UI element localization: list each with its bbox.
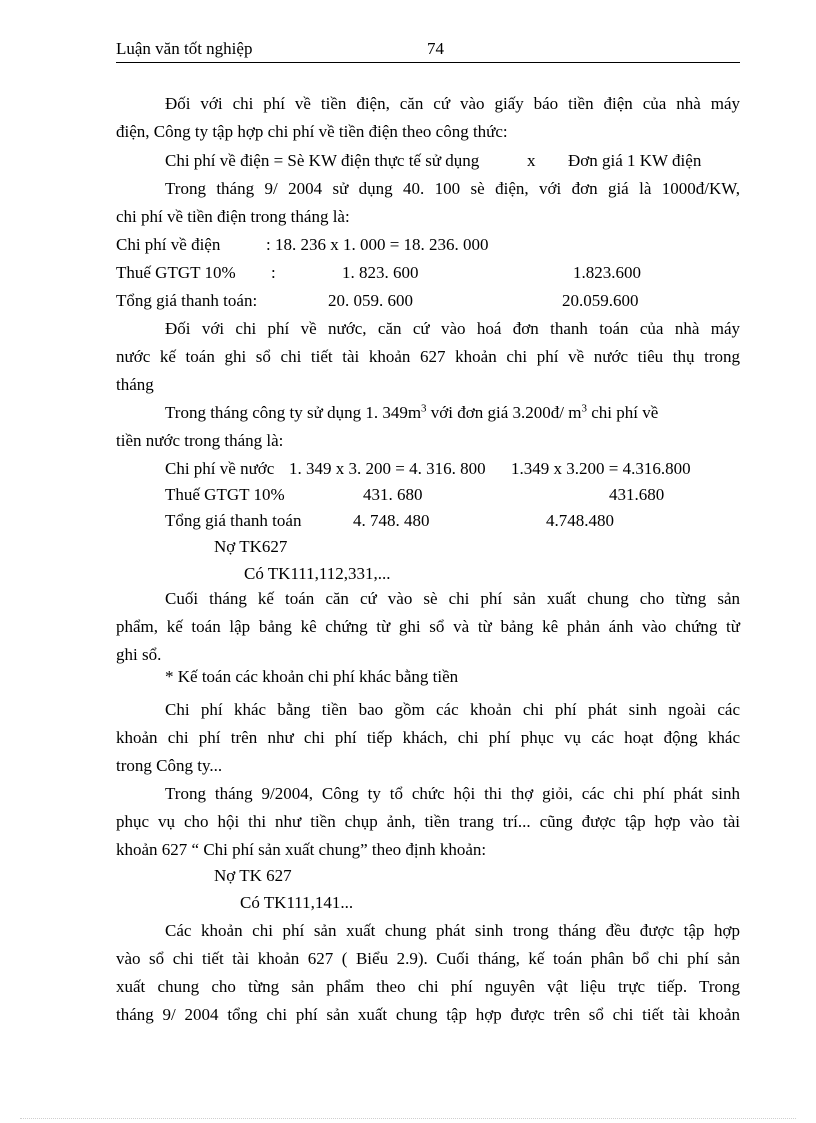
- water-vat-value-alt: 431.680: [609, 485, 665, 504]
- formula-unit-price: Đơn giá 1 KW điện: [568, 151, 702, 170]
- paragraph-line: phục vụ cho hội thi như tiền chụp ảnh, tiền trang trí... cũng được tập hợp vào tài: [116, 812, 740, 831]
- paragraph-line: Chi phí khác bằng tiền bao gồm các khoản chi phí phát sinh ngoài các: [165, 700, 740, 719]
- formula-line: [165, 150, 479, 172]
- electric-total-value: 20. 059. 600: [328, 291, 413, 310]
- paragraph-line: ghi sổ.: [116, 645, 162, 664]
- paragraph-line: tháng 9/ 2004 tổng chi phí sản xuất chung tập hợp được trên sổ chi tiết tài khoản: [116, 1005, 740, 1024]
- water-cost-calc-alt: 1.349 x 3.200 = 4.316.800: [511, 459, 691, 478]
- paragraph-line: Đối với chi phí về tiền điện, căn cứ vào giấy báo tiền điện của nhà máy: [165, 94, 740, 113]
- water-usage-text: Trong tháng công ty sử dụng 1. 349m: [165, 403, 422, 422]
- electric-cost-calc: : 18. 236 x 1. 000 = 18. 236. 000: [266, 235, 489, 254]
- electric-vat-value-alt: 1.823.600: [573, 263, 641, 282]
- page-header: [116, 38, 740, 63]
- paragraph-line: khoản 627 “ Chi phí sản xuất chung” theo định khoản:: [116, 840, 487, 859]
- superscript: 3: [581, 402, 587, 415]
- electric-vat-colon: :: [271, 263, 276, 282]
- electric-cost-label: Chi phí về điện: [116, 235, 221, 254]
- paragraph-line: Các khoản chi phí sản xuất chung phát sinh trong tháng đều được tập hợp: [165, 921, 740, 940]
- paragraph-line: tháng: [116, 375, 154, 394]
- electric-vat-value: 1. 823. 600: [342, 263, 419, 282]
- paragraph-line: [165, 402, 658, 424]
- water-vat-value: 431. 680: [363, 485, 423, 504]
- journal-credit: Có TK111,141...: [240, 893, 354, 912]
- journal-debit: Nợ TK 627: [214, 866, 292, 885]
- electric-total-label: Tổng giá thanh toán:: [116, 291, 258, 310]
- formula-text: Chi phí về điện = Sè KW điện thực tế sử dụng: [165, 151, 480, 170]
- paragraph-line: Đối với chi phí về nước, căn cứ vào hoá đơn thanh toán của nhà máy: [165, 319, 740, 338]
- electric-vat-label: Thuế GTGT 10%: [116, 263, 236, 282]
- paragraph-line: phẩm, kế toán lập bảng kê chứng từ ghi sổ và từ bảng kê phản ánh vào chứng từ: [116, 617, 740, 636]
- water-total-value-alt: 4.748.480: [546, 511, 614, 530]
- water-price-text: với đơn giá 3.200đ/ m: [426, 403, 582, 422]
- document-title: Luận văn tốt nghiệp: [116, 39, 253, 58]
- paragraph-line: trong Công ty...: [116, 756, 223, 775]
- paragraph-line: nước kế toán ghi sổ chi tiết tài khoản 627 khoản chi phí về nước tiêu thụ trong: [116, 347, 740, 366]
- water-cost-calc: 1. 349 x 3. 200 = 4. 316. 800: [289, 459, 486, 478]
- water-vat-label: Thuế GTGT 10%: [165, 485, 285, 504]
- paragraph-line: chi phí về tiền điện trong tháng là:: [116, 207, 350, 226]
- section-heading: * Kế toán các khoản chi phí khác bằng tiền: [165, 667, 459, 686]
- paragraph-line: Trong tháng 9/2004, Công ty tổ chức hội thi thợ giỏi, các chi phí phát sinh: [165, 784, 740, 803]
- journal-credit: Có TK111,112,331,...: [244, 564, 391, 583]
- water-total-label: Tổng giá thanh toán: [165, 511, 302, 530]
- page-number: 74: [427, 39, 444, 58]
- paragraph-line: tiền nước trong tháng là:: [116, 431, 284, 450]
- paragraph-line: vào sổ chi tiết tài khoản 627 ( Biểu 2.9). Cuối tháng, kế toán phân bổ chi phí sản: [116, 949, 740, 968]
- paragraph-line: điện, Công ty tập hợp chi phí về tiền điện theo công thức:: [116, 122, 508, 141]
- water-cost-text: chi phí về: [586, 403, 659, 422]
- water-total-value: 4. 748. 480: [353, 511, 430, 530]
- formula-multiply: x: [527, 151, 536, 170]
- paragraph-line: xuất chung cho từng sản phẩm theo chi phí nguyên vật liệu trực tiếp. Trong: [116, 977, 740, 996]
- electric-total-value-alt: 20.059.600: [562, 291, 639, 310]
- water-cost-label: Chi phí về nước: [165, 459, 275, 478]
- paragraph-line: Trong tháng 9/ 2004 sử dụng 40. 100 sè điện, với đơn giá là 1000đ/KW,: [165, 179, 740, 198]
- paragraph-line: khoản chi phí trên như chi phí tiếp khách, chi phí phục vụ các hoạt động khác: [116, 728, 740, 747]
- page-bottom-border: [20, 1118, 796, 1119]
- superscript: 3: [421, 402, 427, 415]
- journal-debit: Nợ TK627: [214, 537, 288, 556]
- paragraph-line: Cuối tháng kế toán căn cứ vào sè chi phí sản xuất chung cho từng sản: [165, 589, 740, 608]
